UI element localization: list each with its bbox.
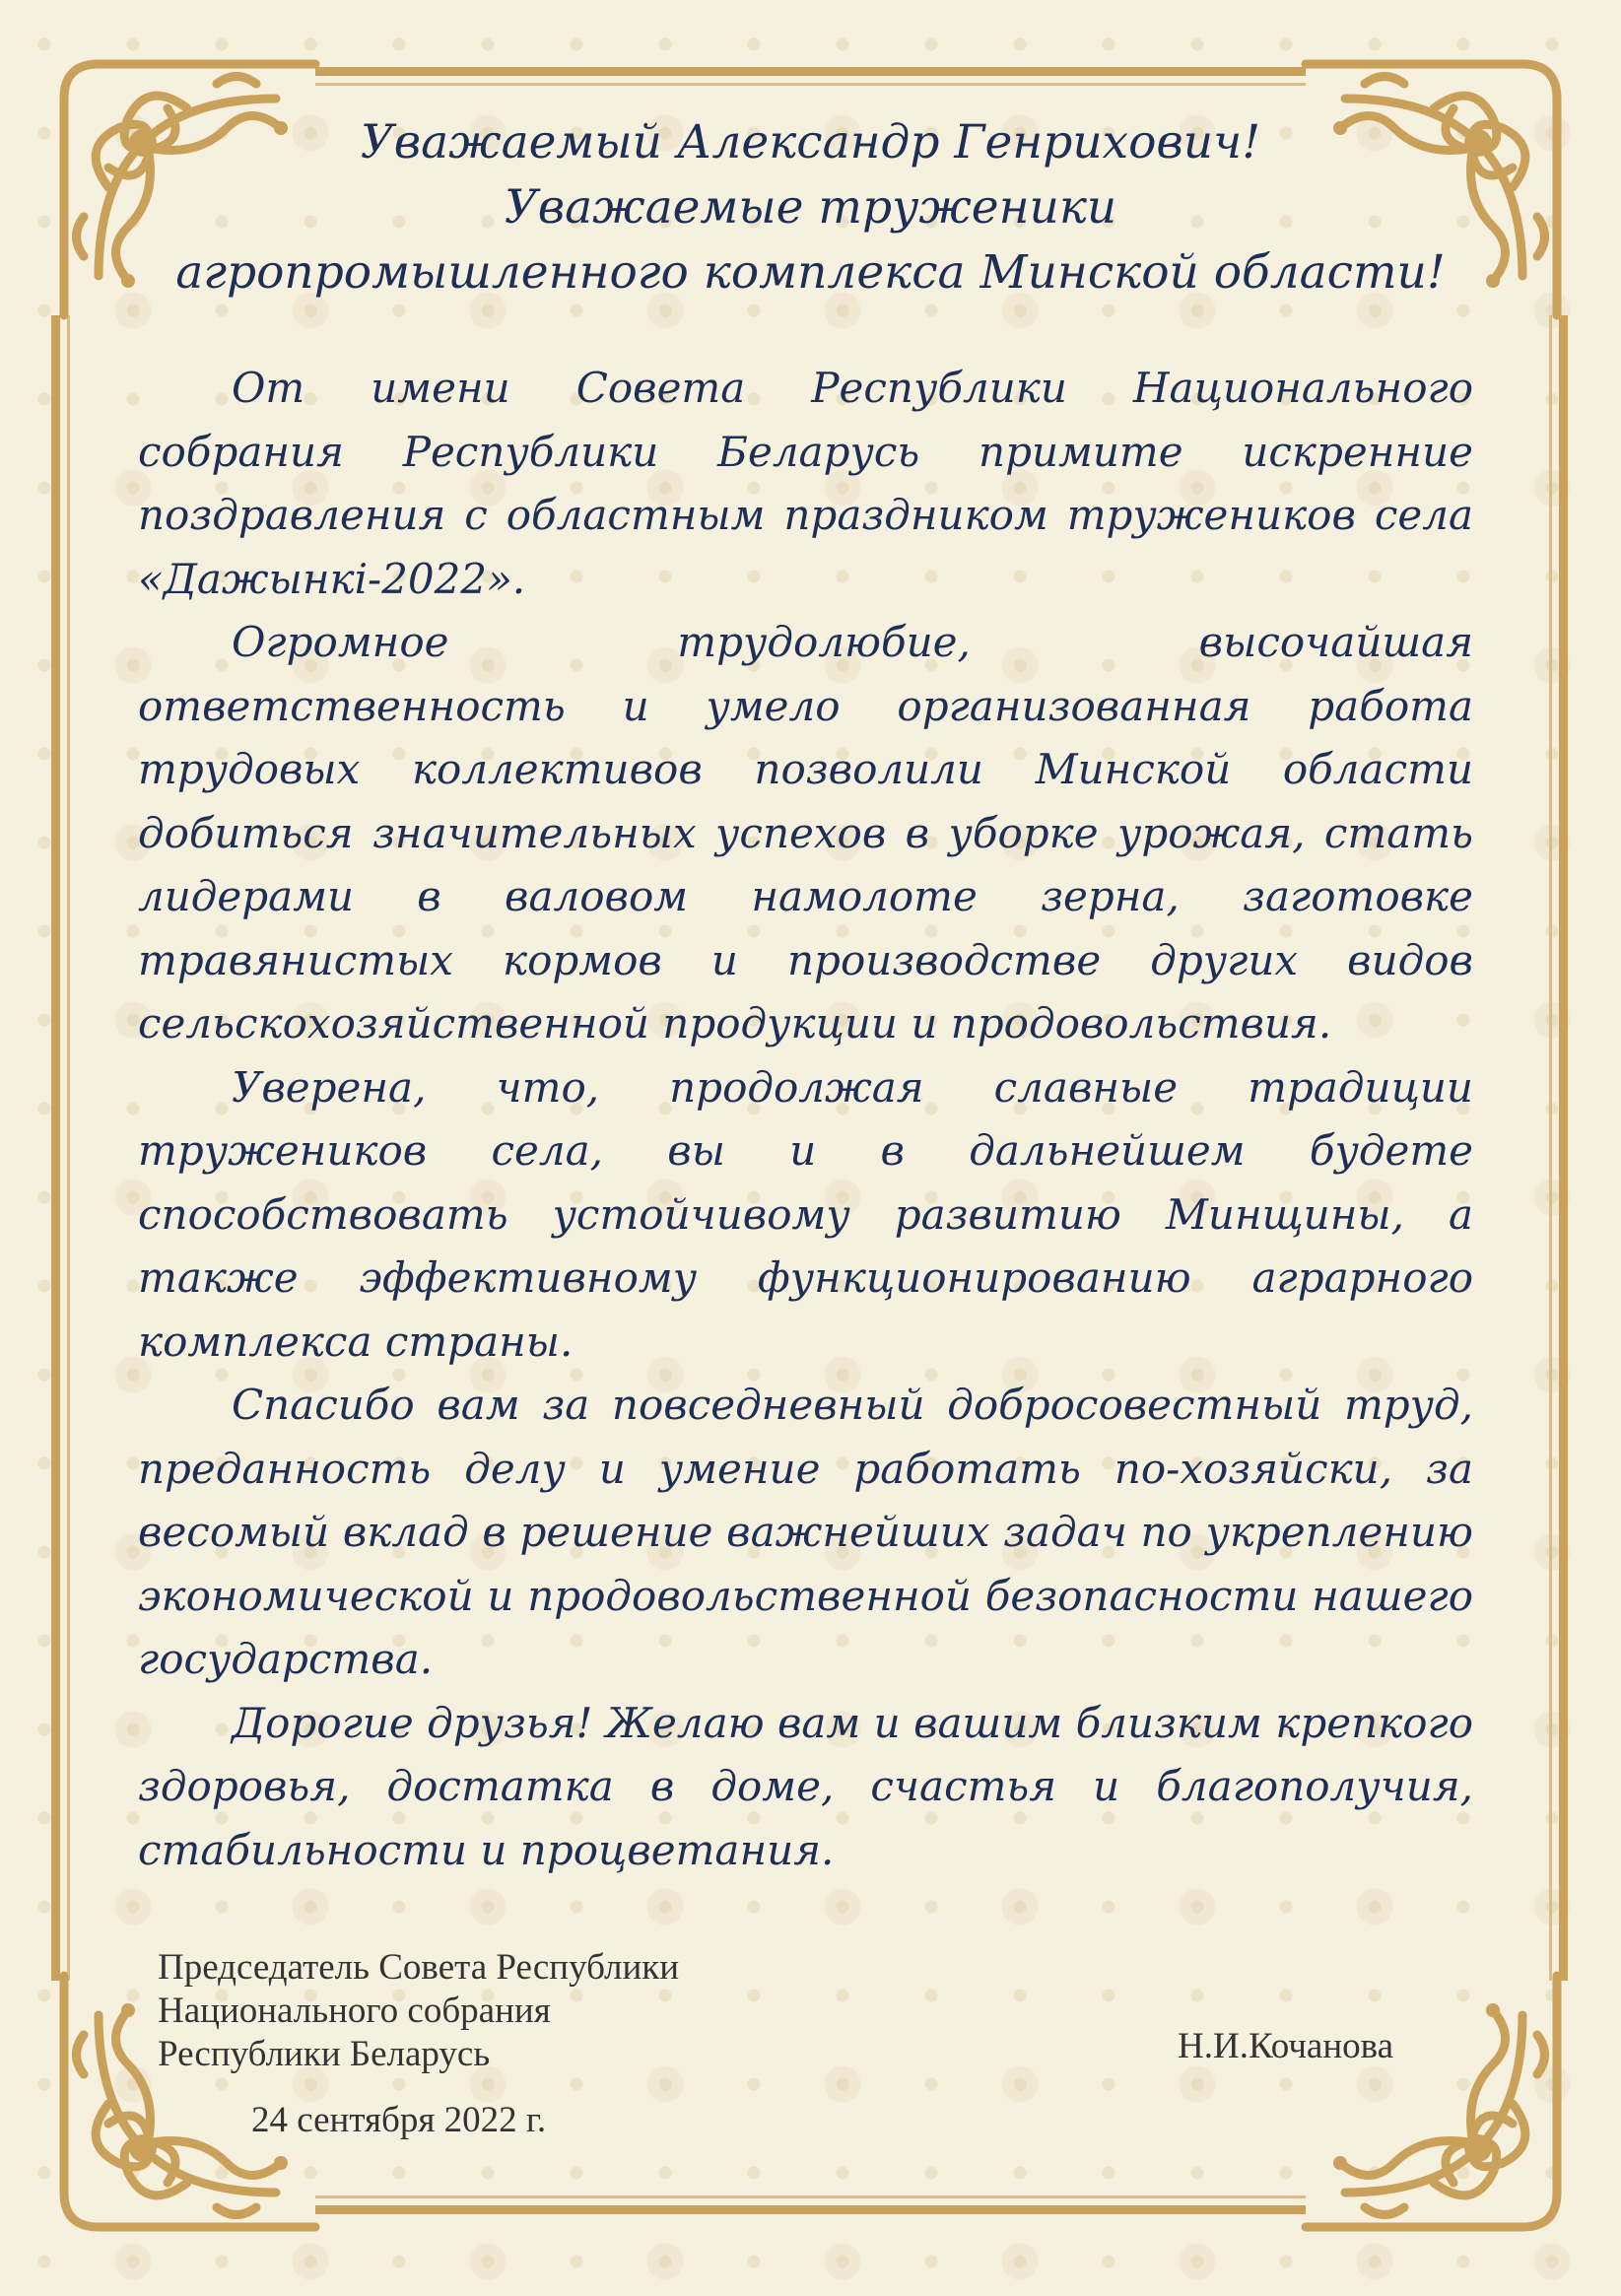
signer-name: Н.И.Кочанова: [1178, 2026, 1394, 2066]
salutation-line-1: Уважаемый Александр Генрихович!: [360, 115, 1261, 169]
salutation-line-2: Уважаемые труженики: [504, 180, 1117, 235]
border-top: [315, 67, 1306, 76]
paragraph: От имени Совета Республики Национального собрания Республики Беларусь примите искренние поздравления с областным праздником тружеников села «Дажынкі-2022».: [138, 364, 1473, 603]
paragraph: Огромное трудолюбие, высочайшая ответственность и умело организованная работа трудовых коллективов позволили Минской области добиться значительных успехов в уборке урожая, стать лидерами в валовом намолоте зерна, заготовке травянистых кормов и производстве других видов сельскохозяйственной продукции и продовольствия.: [138, 618, 1473, 1047]
paragraph: Спасибо вам за повседневный добросовестный труд, преданность делу и умение работать по-хозяйски, за весомый вклад в решение важнейших задач по укреплению экономической и продовольственной безопасности нашего государства.: [138, 1381, 1473, 1683]
signer-title: [158, 1946, 679, 2076]
signer-title-line-3: Республики Беларусь: [158, 2034, 491, 2074]
salutation: [148, 110, 1473, 305]
corner-ornament-bottom-right-icon: [1286, 1956, 1582, 2252]
border-inner-bottom: [315, 2195, 1306, 2198]
border-inner-left: [67, 315, 70, 1981]
border-bottom: [315, 2205, 1306, 2214]
paragraph: Уверена, что, продолжая славные традиции тружеников села, вы и в дальнейшем будете способствовать устойчивому развитию Минщины, а также эффективному функционированию аграрного комплекса страны.: [138, 1062, 1473, 1366]
border-inner-right: [1549, 315, 1552, 1981]
paragraph: Дорогие друзья! Желаю вам и вашим близким крепкого здоровья, достатка в доме, счастья и благополучия, стабильности и процветания.: [138, 1698, 1473, 1874]
letter-body: [138, 357, 1473, 1882]
border-right: [1559, 315, 1568, 1981]
signer-title-line-2: Национального собрания: [158, 1991, 551, 2031]
border-inner-top: [315, 83, 1306, 86]
letter-date: 24 сентября 2022 г.: [251, 2100, 547, 2140]
signer-title-line-1: Председатель Совета Республики: [158, 1947, 680, 1988]
salutation-line-3: агропромышленного комплекса Минской области!: [175, 245, 1446, 300]
border-left: [51, 315, 60, 1981]
